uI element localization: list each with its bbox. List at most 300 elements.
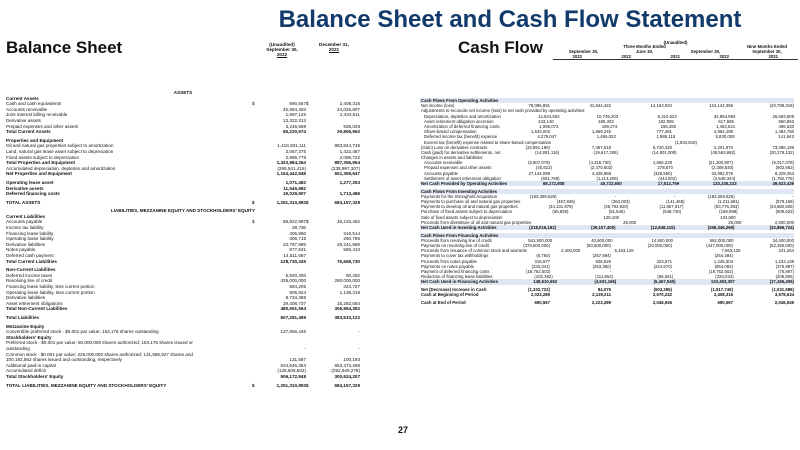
- cash-flow-value: 2,201,970: [713, 144, 733, 150]
- cf-year: 2022: [700, 54, 749, 60]
- cash-flow-value: 241,264: [778, 248, 794, 254]
- cash-flow-value: (19,617,265): [593, 149, 618, 155]
- row-label: Total Non-Current Liabilities: [6, 306, 68, 312]
- row-label: Derivative assets: [6, 117, 41, 123]
- value-dec-2021: 883,844,745: [334, 143, 360, 149]
- value-dec-2021: 651,359,647: [334, 171, 360, 177]
- cash-flow-value: 73,086,199: [772, 144, 794, 150]
- cash-flow-value: 2,046,946: [774, 299, 794, 305]
- row-label: Income tax liability: [6, 225, 44, 231]
- row-label: Preferred stock - $0.001 par value; 50,000,000 shares authorized; 153,176 shares issued or: [6, 340, 193, 346]
- row-label: Settlement of asset retirement obligation: [424, 175, 501, 181]
- row-label: Total Properties and Equipment: [6, 160, 76, 166]
- row-label: Total Current Liabilities: [6, 258, 57, 264]
- cash-flow-value: 690,567: [534, 299, 550, 305]
- cash-flow-value: (1,531,688): [772, 287, 794, 293]
- row-label: Derivative assets: [6, 185, 44, 191]
- cash-flow-value: (11,857,917): [659, 204, 684, 210]
- cash-flow-value: 14,524,503: [538, 113, 560, 119]
- row-label: Reduction of financing lease liabilities: [421, 274, 493, 280]
- value-dec-2021: 1,713,486: [339, 191, 360, 197]
- cash-flow-value: (902,682): [775, 165, 795, 171]
- row-label: Derivative liabilities: [6, 295, 46, 301]
- cash-flow-value: (954,082): [714, 263, 733, 269]
- cash-flow-value: (14,801,008): [652, 149, 677, 155]
- value-sep-2022: 5,920,300: [285, 272, 306, 278]
- row-label: Accounts receivable: [424, 160, 463, 166]
- value-dec-2021: 100,193: [343, 357, 360, 363]
- cash-flow-value: 1,484,750: [774, 129, 794, 135]
- cash-flow-row: [420, 181, 794, 186]
- cash-flow-row: [420, 292, 794, 297]
- cash-flow-value: (328,550): [653, 170, 672, 176]
- cash-flow-value: -: [673, 193, 676, 199]
- currency-mark: $: [252, 382, 255, 388]
- value-sep-2022: 1,423,984,264: [276, 160, 306, 166]
- cash-flow-value: 560,863: [778, 118, 794, 124]
- cash-flow-value: 25,000: [728, 219, 742, 225]
- cash-flow-value: 4,964,188: [713, 129, 733, 135]
- row-label: Total Current Assets: [6, 129, 51, 135]
- row-label: Prepaid expenses and other assets: [424, 165, 492, 171]
- value-sep-2022: 690,567: [289, 101, 306, 107]
- cash-flow-row: [420, 225, 794, 230]
- currency-mark: $: [252, 199, 255, 205]
- cash-flow-value: (34,131,878): [548, 204, 573, 210]
- row-label: Notes payable: [6, 247, 36, 253]
- cf-year: 2022: [553, 54, 602, 60]
- cash-flow-value: 7,457,018: [591, 144, 611, 150]
- cash-flow-value: (66,541): [657, 274, 674, 280]
- cash-flow-value: 1,463,621: [715, 123, 736, 129]
- row-label: Accumulated depreciation, depletion and amortization: [6, 165, 116, 171]
- cash-flow-value: (2,308,540): [711, 165, 734, 171]
- value-sep-2022: 14,511,667: [283, 253, 306, 259]
- cf-year: 2021: [651, 54, 700, 60]
- cf-year: 2022: [602, 54, 651, 60]
- cash-flow-value: 2,223,289: [591, 299, 611, 305]
- cash-flow-value: (2,470,602): [590, 165, 613, 171]
- value-dec-2021: 343,727: [343, 284, 360, 289]
- cash-flow-value: 10,749,203: [596, 113, 619, 119]
- cf-three-months: Three Months Ended: [623, 44, 666, 49]
- value-dec-2021: 46,233,452: [337, 219, 360, 225]
- cash-flow-title: Cash Flow: [458, 38, 544, 57]
- row-label: Non-Current Liabilities: [6, 267, 56, 273]
- value-dec-2021: 1,422,487: [339, 148, 360, 154]
- value-sep-2022: 306,715: [289, 236, 306, 242]
- cf-nine-months-sub: September 30,: [752, 49, 782, 54]
- row-label: Operating lease asset: [6, 179, 54, 185]
- row-label: (Gain) Loss on derivative contracts: [421, 144, 488, 150]
- cash-flow-value: (141,468): [666, 199, 685, 205]
- cash-flow-value: (4,315,730): [589, 160, 611, 166]
- value-sep-2022: 877,631: [289, 247, 306, 253]
- value-sep-2022: 1,154,442,848: [276, 171, 306, 177]
- value-dec-2021: -: [358, 345, 360, 351]
- cash-flow-value: 2,400,000: [561, 248, 581, 254]
- bs-col2-line3: 2021: [328, 47, 340, 53]
- bs-col-sep-2022: [258, 42, 306, 58]
- cash-flow-value: (548,730): [662, 209, 682, 215]
- cash-flow-value: (52,450,000): [769, 243, 794, 249]
- cash-flow-value: (1,517,749): [711, 287, 733, 293]
- slide-title: Balance Sheet and Cash Flow Statement: [278, 6, 742, 33]
- value-sep-2022: 45,864,403: [283, 106, 306, 112]
- cash-flow-value: 134,600: [720, 214, 736, 220]
- row-label: Prepaid expenses and other assets: [6, 123, 79, 129]
- balance-sheet-row: [6, 383, 360, 389]
- row-label: Fixed assets subject to depreciation: [6, 154, 80, 160]
- value-sep-2022: 13,322,313: [283, 117, 306, 123]
- row-label: Changes in assets and liabilities:: [421, 155, 484, 161]
- row-label: Current Liabilities: [6, 213, 46, 219]
- cash-flow-value: 777,481: [656, 129, 672, 135]
- cash-flow-value: (183,359,626): [529, 193, 557, 199]
- value-sep-2022: 480,551,554: [280, 306, 306, 312]
- cash-flow-value: (48,563,882): [710, 149, 736, 155]
- cash-flow-value: (444,502): [658, 175, 677, 181]
- cash-flow-value: (1,782,776): [771, 175, 794, 181]
- cash-flow-value: (33,869,724): [769, 225, 794, 230]
- cash-flow-value: 133,335,223: [712, 181, 737, 186]
- liabilities-heading: LIABILITIES, MEZZANINE EQUITY AND STOCKHOLDERS' EQUITY: [110, 208, 256, 214]
- cash-flow-value: 316,677: [534, 258, 550, 264]
- row-label: Cash (paid) for derivative settlements, net: [421, 149, 501, 155]
- value-dec-2021: 684,157,329: [334, 199, 360, 205]
- bs-col1-line3: 2022: [276, 52, 288, 58]
- value-sep-2022: 1,251,310,893: [276, 199, 306, 205]
- cash-flow-value: 25,000: [623, 219, 637, 225]
- row-label: Payments to cover tax withholdings: [421, 253, 489, 259]
- cash-flow-value: (253,360): [592, 263, 611, 269]
- cash-flow-value: 1,233,138: [774, 258, 794, 264]
- cash-flow-value: 8,329,363: [774, 170, 794, 176]
- row-label: Payment of deferred financing costs: [421, 269, 490, 274]
- cash-flow-value: (111,864): [595, 274, 614, 280]
- cash-flow-value: (4,531,166): [594, 279, 617, 285]
- cash-flow-value: (158,598): [719, 209, 738, 215]
- row-label: Additional paid-in capital: [6, 362, 56, 368]
- cash-flow-value: (206,806): [775, 274, 794, 280]
- row-label: Cash Flows From Financing Activities: [421, 232, 499, 238]
- value-dec-2021: 15,292,054: [337, 300, 360, 306]
- cash-flow-value: (83,776,393): [714, 204, 739, 210]
- row-label: Adjustments to reconcile net income (loss) to net cash provided by operating activities:: [421, 108, 586, 114]
- value-sep-2022: 137,856,446: [280, 329, 306, 335]
- cash-flow-value: 84,075: [597, 287, 611, 293]
- cash-flow-value: 4,328,968: [591, 170, 611, 176]
- row-label: Accounts payable: [424, 170, 458, 176]
- value-sep-2022: 2,985,778: [285, 154, 306, 160]
- row-label: Cash at End of Period: [421, 299, 466, 305]
- value-sep-2022: 905,924: [289, 289, 306, 295]
- value-dec-2021: -: [358, 329, 360, 335]
- cash-flow-value: 541,500,000: [528, 237, 553, 243]
- cash-flow-value: (363,003): [611, 199, 630, 205]
- cash-flow-row: [420, 300, 794, 305]
- cash-flow-value: 34,854,993: [713, 113, 736, 119]
- cash-flow-row: [420, 279, 794, 284]
- cash-flow-value: (691,769): [541, 175, 560, 181]
- cash-flow-value: (21,300,907): [708, 160, 733, 166]
- cash-flow-value: -: [670, 269, 673, 274]
- row-label: Cash and cash equivalents: [6, 101, 62, 107]
- cf-nine-months: Nine Months Ended: [746, 44, 788, 49]
- cash-flow-value: 928,626: [595, 258, 611, 264]
- row-label: Revolving line of credit: [6, 278, 53, 284]
- value-dec-2021: 2,433,811: [339, 112, 360, 118]
- value-sep-2022: 634,645,363: [280, 362, 306, 368]
- cash-flow-value: 1,543,003: [530, 129, 550, 135]
- row-label: Proceeds from notes payable: [421, 258, 477, 264]
- row-label: Proceeds from divestiture of oil and natural gas properties: [421, 219, 532, 225]
- row-label: Purchase of fixed assets subject to depreciation: [421, 209, 513, 215]
- row-label: Common stock - $0.001 par value; 225,000,000 shares authorized; 131,586,927 shares and: [6, 351, 193, 357]
- cash-flow-value: 2,139,211: [592, 292, 611, 298]
- row-label: Stockholders' Equity: [6, 334, 52, 340]
- value-sep-2022: 506,172,948: [280, 373, 306, 379]
- cash-flow-value: 6,720,320: [652, 144, 672, 150]
- cash-flow-value: (14,891,116): [535, 149, 560, 155]
- cash-flow-value: (18,762,502): [708, 269, 734, 274]
- cash-flow-value: 75,085,891: [528, 103, 550, 109]
- cash-flow-value: 1,245,303: [713, 258, 733, 264]
- value-dec-2021: 887,356,954: [334, 160, 360, 166]
- value-dec-2021: (235,997,307): [331, 165, 360, 171]
- cash-flow-value: (55,839): [552, 209, 569, 215]
- cash-flow-value: (1,934,819): [674, 139, 697, 145]
- value-dec-2021: 29,806,963: [337, 129, 360, 135]
- cash-flow-value: (1,332,722): [528, 287, 550, 293]
- value-sep-2022: 1,251,310,893: [276, 382, 306, 388]
- cash-flow-value: 14,500,000: [651, 237, 674, 243]
- value-dec-2021: 300,624,207: [334, 373, 360, 379]
- value-sep-2022: 1,418,931,111: [277, 143, 306, 149]
- cash-flow-value: 182,905: [658, 118, 674, 124]
- cash-flow-value: (268,346,269): [707, 225, 735, 230]
- cash-flow-value: 690,567: [717, 299, 733, 305]
- cash-flow-value: (257,694): [592, 253, 611, 259]
- cash-flow-value: (102,392): [534, 274, 553, 280]
- balance-sheet-title: Balance Sheet: [6, 38, 123, 57]
- cash-flow-value: (20,278,132): [769, 149, 794, 155]
- cash-flow-value: 1,869,245: [591, 129, 611, 135]
- value-dec-2021: 2,089,722: [339, 154, 360, 160]
- cash-flow-value: 5,830,008: [715, 134, 735, 140]
- row-label: Proceeds from issuance of common stock and warrants: [421, 248, 527, 254]
- cash-flow-value: (5,467,540): [653, 279, 676, 285]
- cash-flow-value: 243,140: [538, 118, 554, 124]
- row-label: Sale of fixed assets subject to depreciation: [421, 214, 503, 220]
- cash-flow-value: (376,500,000): [523, 243, 550, 249]
- cash-flow-value: 34,400,000: [772, 237, 794, 243]
- row-label: Oil and natural gas properties subject to amortization: [6, 143, 114, 149]
- row-label: Excess tax (benefit) expense related to share-based compensation: [424, 139, 552, 145]
- cash-flow-value: 148,510,652: [533, 279, 558, 285]
- cash-flow-value: 278,670: [657, 165, 673, 171]
- value-dec-2021: 316,514: [343, 230, 360, 236]
- value-sep-2022: 11,545,982: [283, 185, 306, 191]
- row-label: 100,192,562 shares issued and outstanding, respectively: [6, 357, 122, 363]
- cash-flow-value: 323,671: [656, 258, 672, 264]
- row-label: Land, natural gas lease asset subject to depreciation: [6, 148, 114, 154]
- value-sep-2022: 1,897,125: [285, 112, 306, 118]
- cash-flow-value: 4,279,047: [537, 134, 557, 140]
- cash-flow-value: (12,648,115): [650, 225, 675, 230]
- cash-flow-value: (40,823): [535, 165, 552, 171]
- row-label: Deferred financing costs: [6, 191, 60, 197]
- cash-flow-value: 14,163,934: [650, 103, 672, 109]
- cash-flow-value: (447,000,000): [706, 243, 733, 249]
- cash-flow-value: (6,760): [536, 253, 550, 259]
- cash-flow-value: 33,892,075: [711, 170, 733, 176]
- row-label: Proceeds from revolving line of credit: [421, 237, 492, 243]
- bs-col-dec-2021: [310, 42, 358, 52]
- value-sep-2022: 65,220,674: [283, 129, 306, 135]
- row-label: Convertible preferred stock - $0.001 par value; 153,176 shares outstanding: [6, 329, 159, 335]
- cf-three-months-sub: June 30,: [635, 49, 654, 54]
- row-label: Accounts receivable: [6, 106, 48, 112]
- cash-flow-value: (18,762,502): [526, 269, 551, 274]
- row-label: Amortization of deferred financing costs: [424, 123, 500, 129]
- value-sep-2022: 2,067,375: [285, 148, 306, 154]
- bs-col1-line2: September 30,: [266, 47, 298, 53]
- cash-flow-value: (609,623): [775, 209, 794, 215]
- row-label: Cash Flows From Operating Activities: [421, 98, 499, 103]
- row-label: Payments on notes payable: [421, 263, 475, 269]
- row-label: Payments on revolving line of credit: [421, 243, 489, 249]
- currency-mark: $: [306, 382, 309, 388]
- cash-flow-value: 166,282: [660, 123, 677, 129]
- cash-flow-value: 2,000,000: [774, 219, 794, 225]
- value-dec-2021: 290,000,000: [334, 278, 360, 284]
- row-label: Operating lease liability, less current portion: [6, 289, 95, 295]
- cash-flow-value: (1,113,206): [596, 175, 619, 181]
- cash-flow-value: 40,500,000: [591, 237, 613, 243]
- row-label: Payments to develop oil and natural gas properties: [421, 204, 518, 210]
- value-dec-2021: 24,026,807: [337, 106, 360, 112]
- value-sep-2022: (128,605,502): [277, 368, 306, 374]
- row-label: Asset retirement obligations: [6, 300, 63, 306]
- value-sep-2022: 88,822,997: [283, 219, 306, 225]
- balance-sheet-table: [6, 90, 360, 388]
- cash-flow-value: 1,465,022: [596, 134, 616, 140]
- row-label: Total Stockholders' Equity: [6, 373, 64, 379]
- cash-flow-value: (20,000,000): [647, 243, 672, 249]
- row-label: Derivative liabilities: [6, 241, 46, 247]
- row-label: Mezzanine Equity: [6, 323, 45, 329]
- cash-flow-value: 41,844,422: [589, 103, 611, 109]
- cash-flow-value: 2,408,316: [713, 292, 733, 298]
- row-label: Payments for the Stronghold Acquisition: [421, 193, 498, 199]
- row-label: Current Assets: [6, 95, 39, 101]
- cash-flow-value: 141,943: [778, 134, 794, 140]
- value-sep-2022: 131,587: [289, 357, 306, 363]
- cash-flow-value: (467,845): [556, 199, 576, 205]
- value-dec-2021: 306,864,392: [334, 306, 360, 312]
- row-label: Net Cash Provided by Operating Activities: [421, 181, 508, 186]
- cash-flow-value: 617,685: [718, 118, 734, 124]
- cash-flow-value: 128,100: [603, 214, 620, 220]
- cash-flow-value: 2,023,289: [530, 292, 550, 298]
- value-sep-2022: 3,246,569: [285, 123, 306, 129]
- row-label: Cash Flows From Investing Activities: [421, 188, 498, 194]
- row-label: Deferred income taxes: [6, 272, 53, 278]
- cash-flow-value: (224,670): [653, 263, 672, 269]
- cash-flow-value: (218,016,182): [529, 225, 557, 230]
- row-label: Financing lease liability, less current portion: [6, 284, 95, 289]
- currency-mark: $: [252, 101, 255, 107]
- currency-mark: $: [306, 219, 309, 225]
- cash-flow-value: (81,646): [608, 209, 625, 215]
- cash-flow-value: (17,165,405): [769, 279, 794, 285]
- cash-flow-value: -: [614, 193, 616, 199]
- cash-flow-value: 7,563,126: [721, 248, 741, 254]
- cash-flow-value: 1,656,228: [652, 160, 672, 166]
- row-label: Deferred income tax (benefit) expense: [424, 134, 498, 140]
- row-label: Net (Decrease) Increase in Cash: [421, 287, 487, 293]
- cash-flow-value: 186,303: [598, 118, 614, 124]
- cash-flow-value: 68,172,808: [542, 181, 565, 186]
- cf-year: 2021: [749, 54, 798, 60]
- cash-flow-value: (32,851,189): [525, 144, 550, 150]
- row-label: Accounts payable: [6, 219, 43, 225]
- row-label: Cash at Beginning of Period: [421, 292, 479, 298]
- row-label: Depreciation, depletion and amortization: [424, 113, 501, 119]
- cf-left-sub: September 30,: [568, 49, 599, 54]
- cash-flow-value: (1,211,691): [717, 199, 740, 205]
- row-label: Net Properties and Equipment: [6, 171, 72, 177]
- value-sep-2022: 128,730,345: [280, 258, 306, 264]
- assets-heading: ASSETS: [173, 90, 193, 95]
- currency-mark: $: [252, 219, 255, 225]
- value-dec-2021: 586,410: [343, 247, 360, 253]
- row-label: Net income (loss): [421, 103, 455, 109]
- value-dec-2021: 2,408,316: [339, 101, 360, 107]
- cash-flow-value: (603,296): [653, 287, 672, 293]
- cash-flow-value: 17,512,759: [657, 181, 680, 186]
- cash-flow-value: (183,359,626): [707, 193, 735, 199]
- row-label: Asset retirement obligation accretion: [424, 118, 494, 124]
- row-label: Net Cash Used in Financing Activities: [421, 279, 498, 285]
- row-label: Share-based compensation: [424, 129, 477, 135]
- cash-flow-value: -: [609, 269, 612, 274]
- row-label: Accumulated deficit: [6, 368, 46, 374]
- value-sep-2022: 19,029,907: [283, 191, 306, 197]
- cash-flow-value: (264,484): [714, 253, 733, 259]
- cash-flow-value: (35,793,920): [603, 204, 629, 210]
- cash-flow-table: [420, 98, 794, 305]
- cf-three-months-sub2: September 30,: [690, 49, 721, 54]
- page-number: 27: [398, 425, 409, 435]
- value-sep-2022: 38,736: [291, 225, 306, 231]
- cash-flow-value: (579,158): [775, 199, 794, 205]
- cash-flow-value: (36,107,409): [591, 225, 616, 230]
- value-sep-2022: 1,071,482: [285, 179, 306, 185]
- cf-year-row: [553, 54, 798, 60]
- value-sep-2022: -: [304, 345, 306, 351]
- row-label: TOTAL ASSETS: [6, 199, 41, 205]
- cash-flow-value: (20,789,318): [769, 103, 794, 109]
- cash-flow-value: 592,000,000: [709, 237, 734, 243]
- row-label: Payments to purchase oil and natural gas properties: [421, 199, 521, 205]
- value-dec-2021: 938,029: [343, 123, 360, 129]
- cash-flow-value: 2,670,242: [652, 292, 672, 298]
- cash-flow-value: (50,500,000): [586, 243, 611, 249]
- value-sep-2022: 8,734,388: [285, 295, 306, 301]
- cash-flow-value: 1,095,073: [539, 123, 559, 129]
